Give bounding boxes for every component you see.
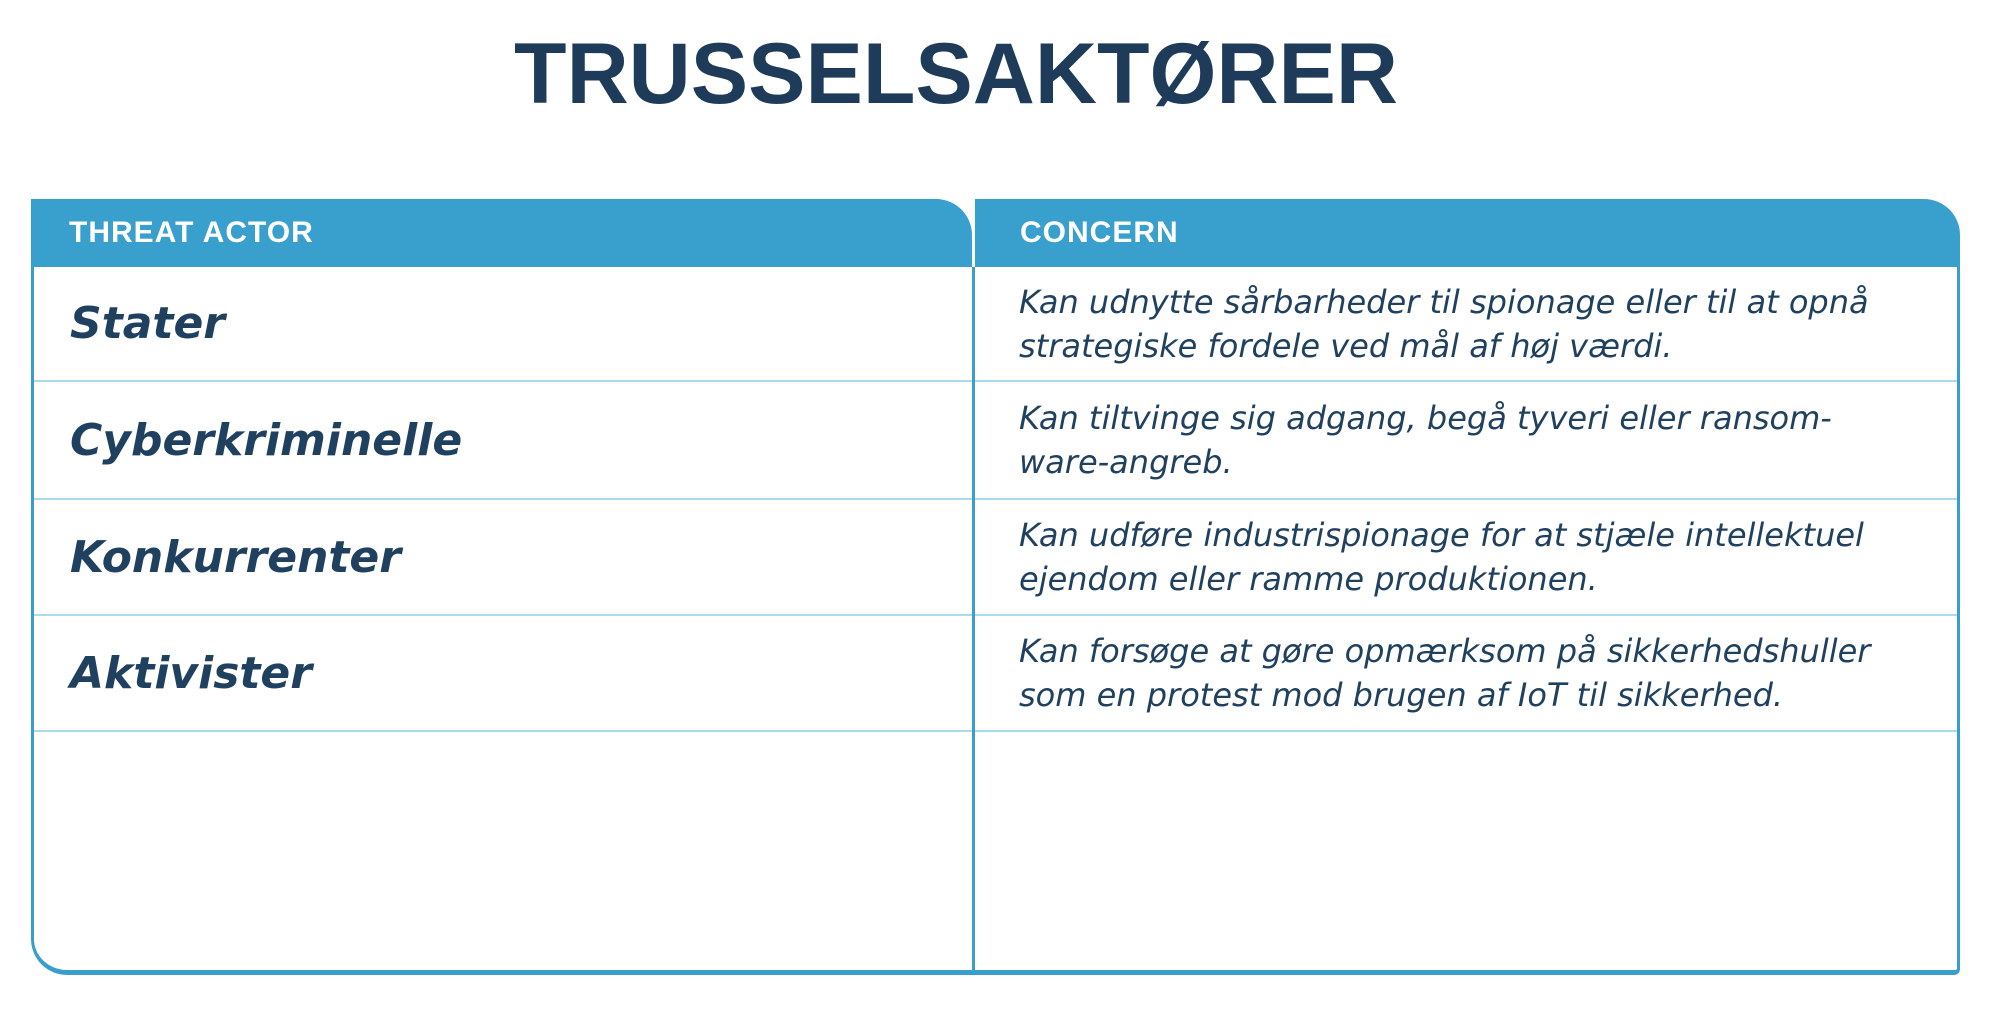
actor-label: Stater: [70, 298, 225, 349]
concern-line: Kan forsøge at gøre opmærksom på sikkerhedshuller: [1019, 632, 1871, 670]
concern-line: ejendom eller ramme produktionen.: [1019, 560, 1598, 598]
concern-line: Kan tiltvinge sig adgang, begå tyveri eller ransom-: [1019, 399, 1832, 437]
concern-line: strategiske fordele ved mål af høj værdi.: [1019, 326, 1673, 365]
actor-cell: [34, 382, 975, 498]
page-title: TRUSSELSAKTØRER: [514, 26, 1398, 122]
actor-label: Konkurrenter: [70, 531, 401, 583]
concern-cell: [975, 732, 1957, 970]
column-divider: [972, 267, 975, 970]
table-row: [34, 616, 1957, 732]
actor-cell: [34, 500, 975, 614]
table-row: [34, 500, 1957, 616]
concern-cell: [975, 267, 1957, 380]
actor-cell: [34, 616, 975, 730]
empty-table-row: [34, 732, 1957, 970]
concern-line: Kan udnytte sårbarheder til spionage eller til at opnå: [1019, 282, 1869, 321]
actor-label: Cyberkriminelle: [70, 414, 463, 466]
actor-label: Aktivister: [70, 647, 312, 699]
column-header-concern: [975, 199, 1960, 267]
table-row: [34, 382, 1957, 500]
threat-actor-table: [31, 267, 1960, 975]
column-header-threat-actor: [31, 199, 972, 267]
concern-cell: [975, 382, 1957, 498]
concern-cell: [975, 500, 1957, 614]
actor-cell: [34, 732, 975, 970]
concern-line: som en protest mod brugen af IoT til sikkerhed.: [1019, 676, 1784, 714]
column-header-concern-label: CONCERN: [1020, 216, 1179, 249]
table-row: [34, 267, 1957, 382]
concern-cell: [975, 616, 1957, 730]
concern-line: ware-angreb.: [1019, 443, 1233, 481]
column-header-threat-actor-label: THREAT ACTOR: [69, 216, 314, 249]
concern-line: Kan udføre industrispionage for at stjæle intellektuel: [1019, 516, 1864, 554]
actor-cell: [34, 267, 975, 380]
